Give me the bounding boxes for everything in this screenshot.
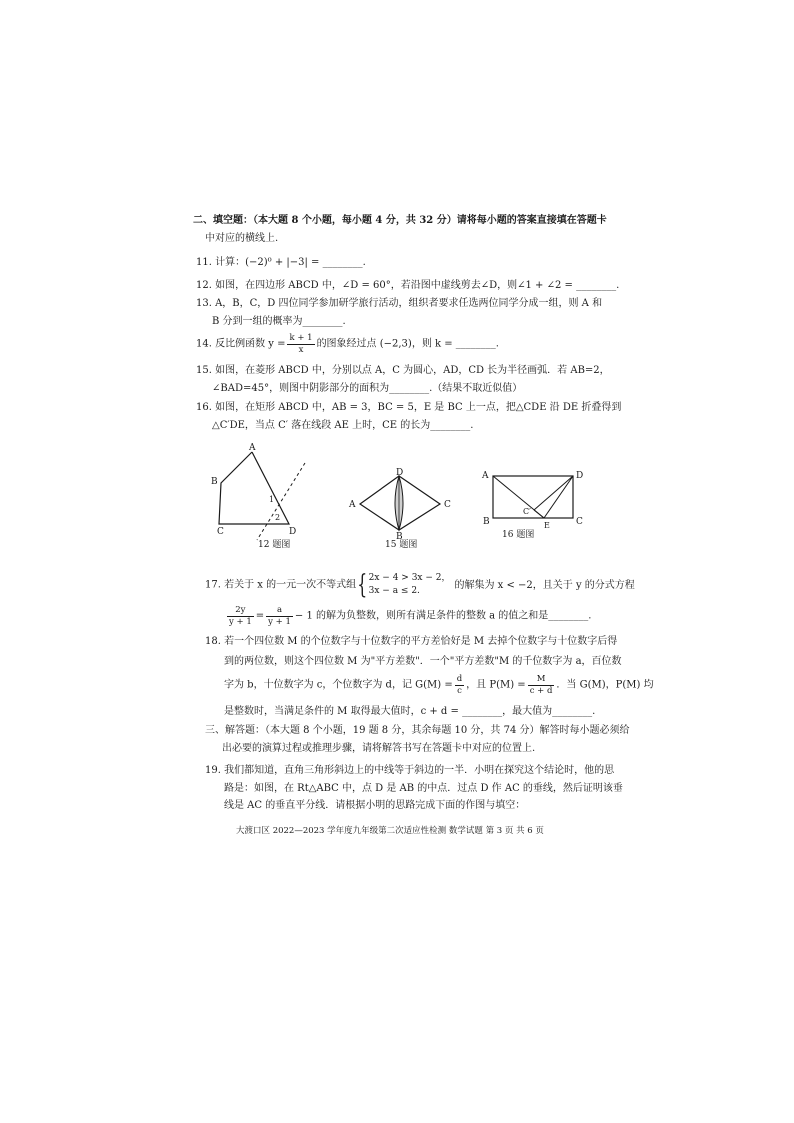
q17-eq-mid: = [255,610,265,622]
q17-lhs-den: y + 1 [229,616,252,627]
q18-p-den: c + d [529,685,553,696]
q14-pre: 14. 反比例函数 y = [196,338,286,350]
q14-post: 的图象经过点 (−2,3)，则 k = ________. [316,338,499,350]
q17-lhs-num: 2y [227,606,254,617]
question-19-line-2: 路是：如图，在 Rt△ABC 中，点 D 是 AB 的中点．过点 D 作 AC 的垂线，然后证明该垂 [224,783,623,794]
question-19-line-3: 线是 AC 的垂直平分线．请根据小明的思路完成下面的作图与填空： [224,800,526,811]
q18-l3-pre: 字为 b，十位数字为 c，个位数字为 d，记 G(M) = [224,679,453,691]
fig12-label-1: 1 [269,495,275,504]
figure-16-caption: 16 题图 [502,530,535,540]
q14-fraction [287,334,314,354]
fig12-label-d: D [289,527,297,537]
fig12-label-b: B [211,477,218,487]
q17-brace: { [357,570,368,600]
figure-12 [205,440,325,555]
question-15-line-2: ∠BAD=45°，则图中阴影部分的面积为________.（结果不取近似值） [212,383,523,394]
fig12-label-a: A [249,443,256,453]
fig16-label-b: B [483,517,490,527]
question-17-line-2 [225,606,592,626]
question-18-line-4: 是整数时，当满足条件的 M 取得最大值时，c + d = ________，最大值为________. [224,706,596,717]
question-18-line-3 [224,675,654,695]
fig15-label-b: B [396,532,403,539]
fig15-label-a: A [349,500,356,510]
q17-post: 的解集为 x < −2，且关于 y 的分式方程 [454,579,635,591]
question-16-line-2: △C′DE，当点 C′ 落在线段 AE 上时，CE 的长为________. [212,420,474,431]
q17-rhs-num: a [266,606,293,617]
question-13-line-2: B 分到一组的概率为________. [212,316,346,327]
fig16-label-c-prime: C′ [523,507,531,516]
fig15-label-c: C [444,500,451,510]
q17-eq-post: − 1 的解为负整数，则所有满足条件的整数 a 的值之和是________. [294,610,592,622]
section-2-title-cont: 中对应的横线上. [205,233,279,244]
q17-system [369,572,451,598]
figure-12-caption: 12 题图 [258,540,291,550]
figure-15 [345,467,460,539]
q18-g-den: c [457,685,462,696]
question-18-line-2: 到的两位数，则这个四位数 M 为"平方差数"．一个"平方差数"M 的千位数字为 a，百位数 [224,656,622,667]
q18-g-num: d [456,674,463,684]
fig16-label-a: A [482,471,489,481]
question-17-line-1 [205,572,635,598]
figure-12-svg [205,440,325,555]
q14-den: x [298,344,304,355]
figure-16 [478,466,588,528]
question-16-line-1: 16. 如图，在矩形 ABCD 中，AB = 3，BC = 5，E 是 BC 上一点，把△CDE 沿 DE 折叠得到 [196,402,622,413]
fig12-label-c: C [217,527,224,537]
q17-rhs-fraction [266,606,293,626]
section-2-title: 二、填空题：（本大题 8 个小题，每小题 4 分，共 32 分）请将每小题的答案直接填在答题卡 [193,215,607,226]
q17-lhs-fraction [227,606,254,626]
question-15-line-1: 15. 如图，在菱形 ABCD 中，分别以点 A，C 为圆心，AD，CD 长为半径画弧．若 AB=2， [196,365,610,376]
fig16-label-d: D [576,471,584,481]
q17-ineq-2: 3x − a ≤ 2. [368,586,420,596]
figure-15-svg [345,467,460,539]
question-19-line-1: 19. 我们都知道，直角三角形斜边上的中线等于斜边的一半．小明在探究这个结论时，他的思 [205,765,615,776]
q17-rhs-den: y + 1 [268,616,291,627]
section-3-line-1: 三、解答题：（本大题 8 个小题，19 题 8 分，其余每题 10 分，共 74 分）解答时每小题必须给 [205,725,630,736]
question-11: 11. 计算：(−2)⁰ + |−3| = ________. [196,257,366,268]
question-18-line-1: 18. 若一个四位数 M 的个位数字与十位数字的平方差恰好是 M 去掉个位数字与十位数字后得 [205,636,618,647]
fig16-label-e: E [544,521,550,528]
section-3-line-2: 出必要的演算过程或推理步骤，请将解答书写在答题卡中对应的位置上. [222,743,536,754]
fig15-label-d: D [396,468,404,478]
q18-p-fraction [528,675,555,695]
question-12: 12. 如图，在四边形 ABCD 中，∠D = 60°，若沿图中虚线剪去∠D，则∠1 + ∠2 = ________. [196,280,620,291]
q18-p-num: M [528,675,555,686]
q14-num: k + 1 [289,333,313,343]
q18-l3-mid: ，且 P(M) = [466,679,526,691]
figure-16-svg [478,466,588,528]
fig12-label-2: 2 [275,513,281,522]
question-13-line-1: 13. A，B，C，D 四位同学参加研学旅行活动，组织者要求任选两位同学分成一组，则 A 和 [196,298,603,309]
fig16-label-c: C [576,517,583,527]
q17-ineq-1: 2x − 4 > 3x − 2， [368,573,451,583]
q18-g-fraction [455,675,464,695]
page-footer: 大渡口区 2022—2023 学年度九年级第二次适应性检测 数学试题 第 3 页 共 6 页 [236,826,544,836]
figure-15-caption: 15 题图 [385,540,418,550]
q18-l3-post: ．当 G(M)，P(M) 均 [556,679,654,691]
question-14 [196,334,499,354]
q17-pre: 17. 若关于 x 的一元一次不等式组 [205,579,357,591]
